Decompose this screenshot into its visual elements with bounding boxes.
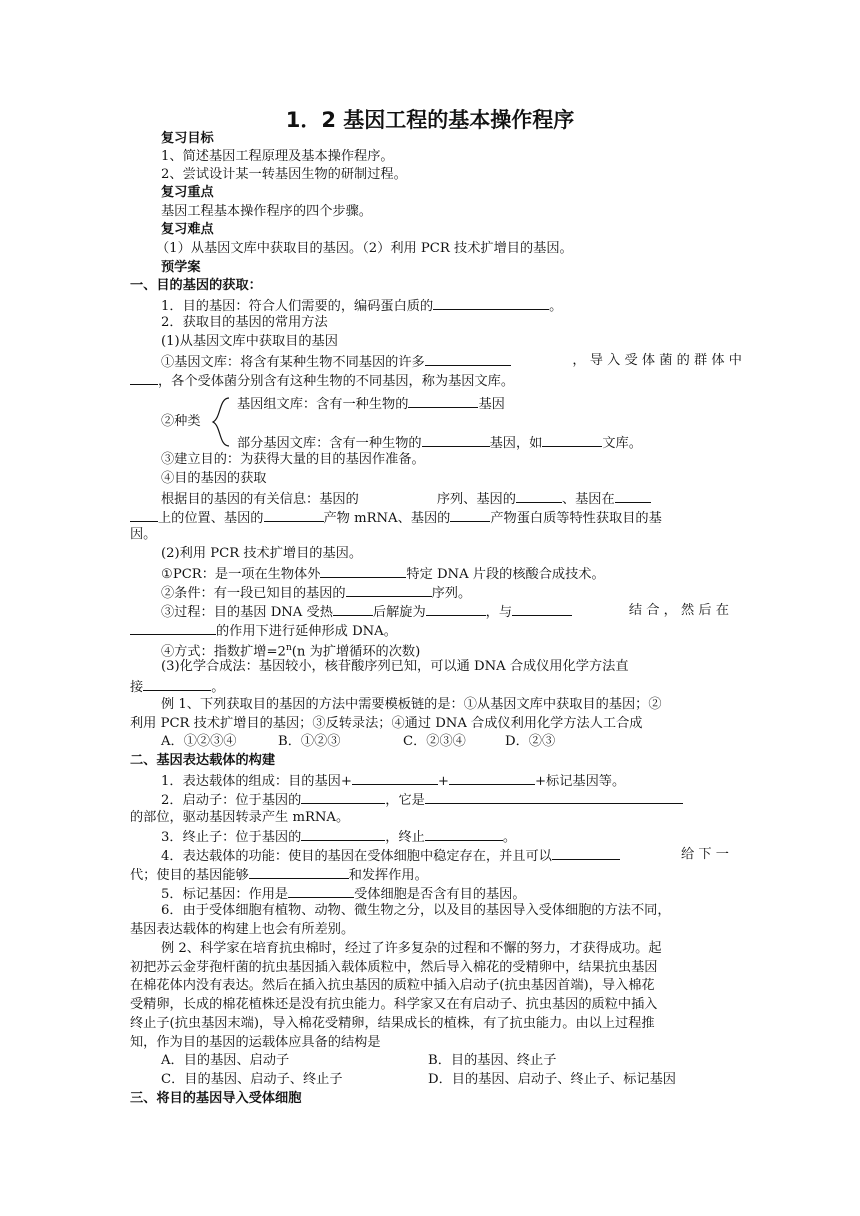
blank[interactable] <box>542 433 602 447</box>
ex2-option-d[interactable]: D．目的基因、启动子、终止子、标记基因 <box>428 1072 676 1087</box>
text-line: ①基因文库：将含有某种生物不同基因的许多 ， 导 入 受 体 菌 的 群 体 中 <box>161 353 742 370</box>
text-line: (1)从基因文库中获取目的基因 <box>161 334 338 349</box>
ex1-option-c[interactable]: C．②③④ <box>403 734 466 749</box>
section-heading-3: 三、将目的基因导入受体细胞 <box>130 1091 302 1106</box>
blank[interactable] <box>346 583 432 597</box>
page-title: 1．2 基因工程的基本操作程序 <box>285 108 575 132</box>
text-line: 例 1、下列获取目的基因的方法中需要模板链的是：①从基因文库中获取目的基因；② <box>161 697 662 712</box>
ex1-option-d[interactable]: D．②③ <box>505 734 556 749</box>
brace-icon <box>205 396 233 448</box>
text-line: 1．表达载体的组成：目的基因+ + +标记基因等。 <box>161 771 625 791</box>
text-line: ③建立目的：为获得大量的目的基因作准备。 <box>161 452 425 467</box>
text-line: 例 2、科学家在培育抗虫棉时，经过了许多复杂的过程和不懈的努力，才获得成功。起 <box>161 941 662 956</box>
text-line: 基因工程基本操作程序的四个步骤。 <box>161 204 372 219</box>
section-heading-1: 一、目的基因的获取： <box>130 278 262 293</box>
text-line: 基因表达载体的构建上也会有所差别。 <box>130 922 355 937</box>
blank[interactable] <box>425 827 503 841</box>
blank[interactable] <box>422 433 490 447</box>
text-line: （1）从基因文库中获取目的基因。（2）利用 PCR 技术扩增目的基因。 <box>156 241 573 256</box>
blank[interactable] <box>425 352 511 366</box>
text-line: 根据目的基因的有关信息：基因的 序列、基因的 、基因在 <box>161 489 651 509</box>
text-line: 受精卵，长成的棉花植株还是没有抗虫能力。科学家又在有启动子、抗虫基因的质粒中插入 <box>130 997 658 1012</box>
blank[interactable] <box>449 771 535 785</box>
blank[interactable] <box>425 790 683 804</box>
text-line: 接 。 <box>130 677 224 697</box>
text-line: 上的位置、基因的 产物 mRNA、基因的 产物蛋白质等特性获取目的基 <box>130 508 662 528</box>
blank[interactable] <box>450 508 490 522</box>
blank[interactable] <box>320 564 406 578</box>
heading-preview: 预学案 <box>161 260 201 275</box>
text-line: 部分基因文库：含有一种生物的 基因，如 文库。 <box>237 433 642 453</box>
ex2-option-b[interactable]: B．目的基因、终止子 <box>428 1053 557 1068</box>
text-line: 基因组文库：含有一种生物的 基因 <box>237 394 505 414</box>
blank[interactable] <box>301 790 385 804</box>
heading-review-focus: 复习重点 <box>161 185 214 200</box>
text-line: ④方式：指数扩增$=2^n(n$ 为扩增循环的次数) <box>161 643 421 660</box>
ex1-option-b[interactable]: B．①②③ <box>278 734 341 749</box>
blank[interactable] <box>512 602 572 616</box>
text-line: ①PCR：是一项在生物体外 特定 DNA 片段的核酸合成技术。 <box>161 564 605 584</box>
blank[interactable] <box>249 865 349 879</box>
text-line: 代；使目的基因能够 和发挥作用。 <box>130 865 428 885</box>
blank[interactable] <box>130 508 158 522</box>
text-line: 的部位，驱动基因转录产生 mRNA。 <box>130 810 350 825</box>
text-line: 因。 <box>130 527 157 542</box>
blank[interactable] <box>333 602 373 616</box>
text-line: (3)化学合成法：基因较小，核苷酸序列已知，可以通 DNA 合成仪用化学方法直 <box>161 659 629 674</box>
text-line: 1、简述基因工程原理及基本操作程序。 <box>161 149 394 164</box>
text-line: ④目的基因的获取 <box>161 471 267 486</box>
text-line: 的作用下进行延伸形成 DNA。 <box>130 621 397 641</box>
text-line: 2．启动子：位于基因的 ，它是 <box>161 790 683 810</box>
blank[interactable] <box>130 621 216 635</box>
blank[interactable] <box>130 371 158 385</box>
text-line: ③过程：目的基因 DNA 受热 后解旋为 ，与 结 合 ， 然 后 在 <box>161 603 729 620</box>
blank[interactable] <box>552 846 620 860</box>
text-line: 3．终止子：位于基因的 ，终止 。 <box>161 827 516 847</box>
text-line: 在棉花体内没有表达。然后在插入抗虫基因的质粒中插入启动子(抗虫基因首端)，导入棉花 <box>130 978 655 993</box>
blank[interactable] <box>408 394 478 408</box>
text-line: 终止子(抗虫基因末端)，导入棉花受精卵，结果成长的植株，有了抗虫能力。由以上过程推 <box>130 1016 655 1031</box>
ex2-option-a[interactable]: A．目的基因、启动子 <box>161 1053 290 1068</box>
blank[interactable] <box>143 677 211 691</box>
section-heading-2: 二、基因表达载体的构建 <box>130 753 276 768</box>
blank[interactable] <box>516 489 562 503</box>
text-line: 4．表达载体的功能：使目的基因在受体细胞中稳定存在，并且可以 给 下 一 <box>161 847 729 864</box>
blank[interactable] <box>433 296 549 310</box>
ex1-option-a[interactable]: A．①②③④ <box>161 734 237 749</box>
blank[interactable] <box>264 508 324 522</box>
blank[interactable] <box>301 827 385 841</box>
text-line: 知，作为目的基因的运载体应具备的结构是 <box>130 1035 381 1050</box>
text-line: 5．标记基因：作用是 受体细胞是否含有目的基因。 <box>161 884 526 904</box>
blank[interactable] <box>352 771 438 785</box>
text-line: (2)利用 PCR 技术扩增目的基因。 <box>161 546 363 561</box>
text-line: ，各个受体菌分别含有这种生物的不同基因，称为基因文库。 <box>130 371 514 391</box>
heading-review-goals: 复习目标 <box>161 131 214 146</box>
text-line: 2．获取目的基因的常用方法 <box>161 315 328 330</box>
text-line: ②条件：有一段已知目的基因的 序列。 <box>161 583 471 603</box>
text-line: 初把苏云金芽孢杆菌的抗虫基因插入载体质粒中，然后导入棉花的受精卵中，结果抗虫基因 <box>130 960 658 975</box>
text-line: 利用 PCR 技术扩增目的基因；③反转录法；④通过 DNA 合成仪利用化学方法人工合成 <box>130 716 643 731</box>
text-line: ②种类 <box>161 414 201 429</box>
blank[interactable] <box>426 602 486 616</box>
blank[interactable] <box>288 884 354 898</box>
text-line: 2、尝试设计某一转基因生物的研制过程。 <box>161 167 407 182</box>
heading-review-difficulty: 复习难点 <box>161 222 214 237</box>
ex2-option-c[interactable]: C．目的基因、启动子、终止子 <box>161 1072 343 1087</box>
text-line: 1．目的基因：符合人们需要的，编码蛋白质的 。 <box>161 296 562 316</box>
blank[interactable] <box>615 489 651 503</box>
text-line: 6．由于受体细胞有植物、动物、微生物之分，以及目的基因导入受体细胞的方法不同， <box>161 903 671 918</box>
